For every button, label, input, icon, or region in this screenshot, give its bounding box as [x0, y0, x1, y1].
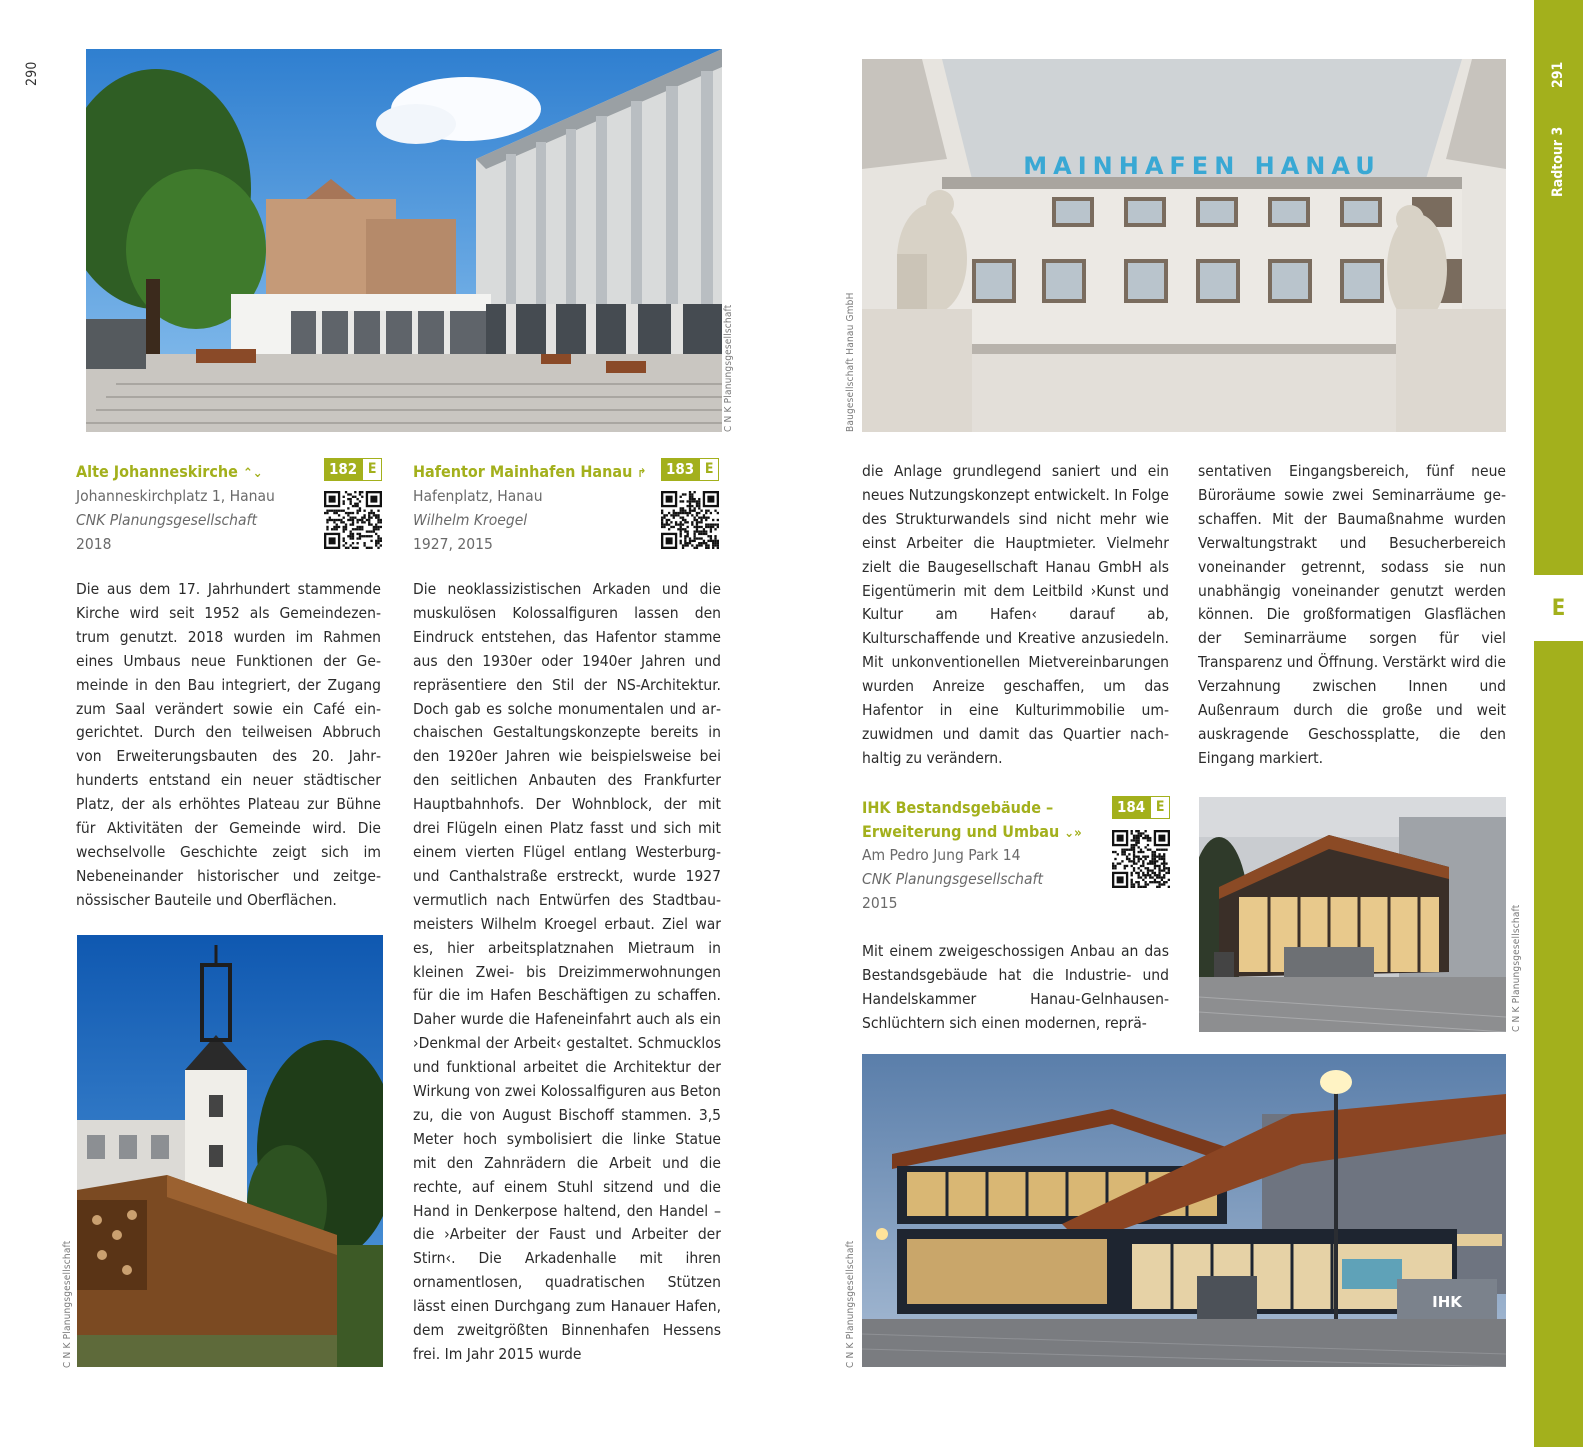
page-number-left: 290 — [24, 61, 40, 86]
direction-up-down-icon: ⌃⌄ — [242, 466, 263, 481]
entry-184-number-badge — [1112, 796, 1170, 819]
page-number-right: 291 — [1550, 61, 1566, 88]
entry-number: 184 — [1112, 796, 1150, 819]
photo-johanneskirche-tower — [77, 935, 383, 1367]
entry-number: 182 — [324, 458, 362, 481]
entry-183-body-continued: die Anlage grundlegend saniert und ein neues Nutzungskonzept entwickelt. In Folge des Strukturwandels sind nicht mehr wie einst Arbeiter die Hauptmieter. Vielmehr zielt die Baugesellschaft Hanau GmbH als Eigentümerin mit dem Leitbild ›Kunst und Kultur am Hafen‹ darauf ab, Kulturschaffende und Kreative anzusiedeln. Mit unkonventionellen Mietvereinbarungen wurden Anreize geschaffen, um das Hafentor in eine Kulturimmobilie umzuwidmen und damit das Quartier nachhaltig zu verändern. — [862, 462, 1169, 767]
entry-183-title-text: Hafentor Mainhafen Hanau — [413, 462, 633, 481]
photo-credit: C N K Planungsgesellschaft — [1511, 904, 1522, 1032]
entry-183-body: Die neoklassizistischen Arkaden und die muskulösen Kolossalfiguren lassen den Eindruck entstehen, das Hafentor stamme aus den 1930er oder 1940er Jahren und repräsentiere den Stil der NS-Architektur. Doch gab es solche monumentalen und archaischen Gestaltungskonzepte bereits in den 1920er Jahren wie beispielsweise bei den seitlichen Anbauten des Frankfurter Hauptbahnhofs. Der Wohnblock, der mit drei Flügeln einen Platz fasst und sich mit einem vierten Flügel entlang Westerburg- und Canthalstraße erstreckt, wurde 1927 vermutlich nach Entwürfen des Stadtbaumeisters Wilhelm Kroegel erbaut. Ziel war es, hier arbeitsplatznahen Mietraum in kleinen Zwei- bis Dreizimmerwohnungen für die im Hafen Beschäftigen zu schaffen. Daher wurde die Hafeneinfahrt auch als ein ›Denkmal der Arbeit‹ gestaltet. Schmucklos und funktional arbeitet die Architektur der Wirkung von zwei Kolossalfiguren aus Beton zu, die von August Bischoff stammen. 3,5 Meter hoch symbolisiert die linke Statue mit den Zahnrädern die Arbeit und die rechte, auf einem Stuhl sitzend und die Hand in Denkerpose haltend, den Handel – die ›Arbeiter der Faust und Arbeiter der Stirn‹. Die Arkadenhalle mit ihren ornamentlosen, quadratischen Stützen lässt einen Durchgang zum Hanauer Hafen, dem zweitgrößten Binnenhafen Hessens frei. Im Jahr 2015 wurde — [413, 580, 721, 1363]
photo-credit: C N K Planungsgesellschaft — [62, 1240, 73, 1368]
section-label: Radtour 3 — [1550, 126, 1566, 197]
entry-183-number-badge — [661, 458, 719, 481]
section-sidebar — [1534, 0, 1583, 1447]
entry-year: 2018 — [76, 535, 112, 553]
photo-ihk-entrance — [1199, 797, 1506, 1032]
entry-182-number-badge — [324, 458, 382, 481]
entry-182-title — [76, 460, 263, 486]
entry-architect: CNK Planungsgesellschaft — [862, 870, 1043, 888]
entry-year: 2015 — [862, 894, 898, 912]
section-tab[interactable]: E — [1534, 575, 1583, 641]
entry-184-body: Mit einem zweigeschossigen Anbau an das Bestandsgebäude hat die Industrie- und Handelskammer Hanau-Gelnhausen-Schlüchtern sich einen modernen, reprä- — [862, 942, 1169, 1032]
entry-182-body: Die aus dem 17. Jahrhundert stammende Kirche wird seit 1952 als Gemeindezentrum genutzt. 2018 wurden im Rahmen eines Umbaus neue Funktionen der Gemeinde in den Bau integriert, der Zugang zum Saal verändert sowie ein Café eingerichtet. Durch den teilweisen Abbruch von Erweiterungsbauten des 20. Jahrhunderts entstand ein neuer städtischer Platz, der als erhöhtes Plateau zur Bühne für Aktivitäten der Gemeinde wird. Die wechselvolle Geschichte zeigt sich im Nebeneinander historischer und zeitgenössischer Bauteile und Oberflächen. — [76, 580, 381, 909]
entry-address: Am Pedro Jung Park 14 — [862, 846, 1021, 864]
qr-code-icon[interactable] — [1112, 830, 1170, 888]
entry-182-meta — [76, 484, 316, 556]
entry-address: Johanneskirchplatz 1, Hanau — [76, 487, 275, 505]
qr-code-icon[interactable] — [324, 491, 382, 549]
photo-hafentor-mainhafen — [862, 59, 1506, 432]
entry-architect: CNK Planungsgesellschaft — [76, 511, 257, 529]
entry-tag: E — [699, 458, 719, 481]
entry-tag: E — [362, 458, 382, 481]
entry-183-title — [413, 460, 646, 485]
entry-182-title-text: Alte Johanneskirche — [76, 462, 238, 481]
entry-184-body-continued: sentativen Eingangsbereich, fünf neue Büroräume sowie zwei Seminarräume geschaffen. Mit der Baumaßnahme wurden Verwaltungstrakt und Besucherbereich voneinander getrennt, sodass sie nun unabhängig voneinander genutzt werden können. Die großformatigen Glasflächen der Seminarräume sorgen für viel Transparenz und Öffnung. Verstärkt wird die Verzahnung zwischen Innen und Außenraum durch die große und weit auskragende Geschossplatte, die den Eingang markiert. — [1198, 462, 1506, 767]
photo-credit: C N K Planungsgesellschaft — [845, 1240, 856, 1368]
entry-year: 1927, 2015 — [413, 535, 493, 553]
mainhafen-sign: MAINHAFEN HANAU — [1023, 152, 1381, 180]
turn-right-icon: ↱ — [637, 466, 647, 480]
entry-184-meta — [862, 843, 1102, 915]
qr-code-icon[interactable] — [661, 491, 719, 549]
entry-address: Hafenplatz, Hanau — [413, 487, 543, 505]
entry-184-title-line1: IHK Bestandsgebäude – — [862, 798, 1054, 817]
direction-down-right-icon: ⌄» — [1064, 826, 1082, 841]
entry-architect: Wilhelm Kroegel — [413, 511, 528, 529]
entry-tag: E — [1150, 796, 1170, 819]
entry-183-meta — [413, 484, 653, 556]
photo-johanneskirche-plaza — [86, 49, 722, 432]
photo-credit: Baugesellschaft Hanau GmbH — [845, 292, 856, 432]
entry-184-title — [862, 796, 1102, 846]
ihk-sign: IHK — [1432, 1293, 1462, 1311]
photo-ihk-building-dusk — [862, 1054, 1506, 1367]
entry-number: 183 — [661, 458, 699, 481]
photo-credit: C N K Planungsgesellschaft — [723, 304, 734, 432]
entry-184-title-line2: Erweiterung und Umbau — [862, 822, 1060, 841]
